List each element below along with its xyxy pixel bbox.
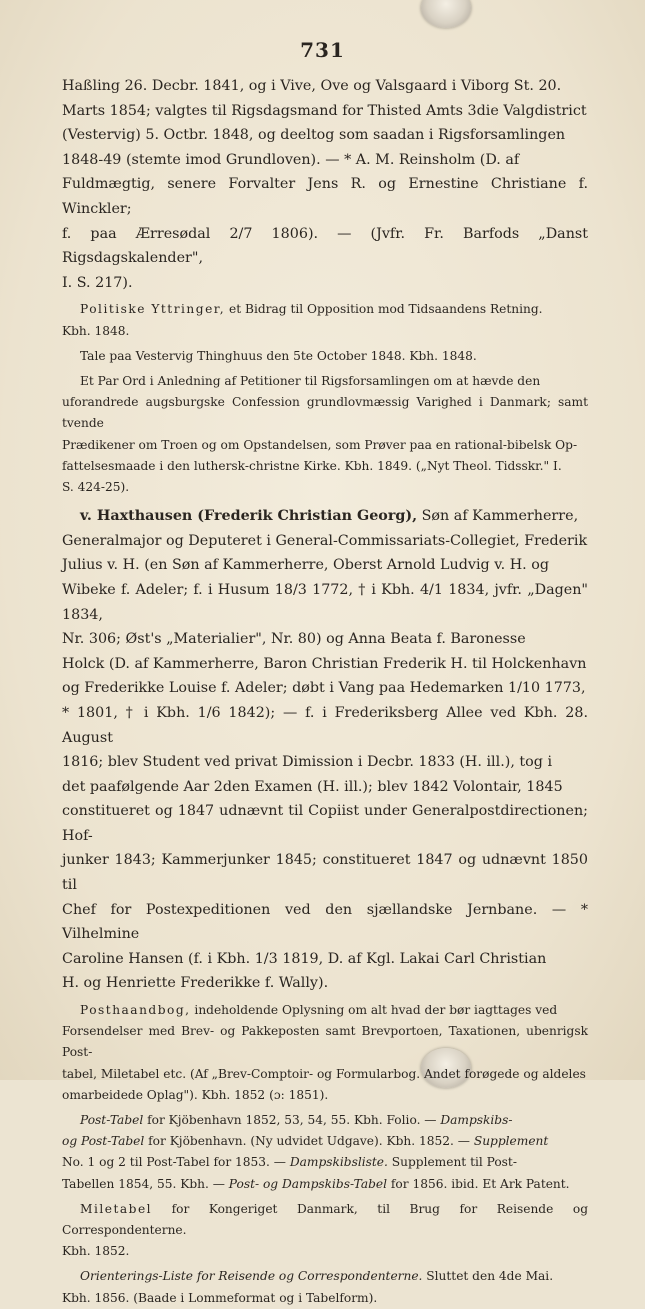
line: Forsendelser med Brev- og Pakkeposten samt Brevportoen, Taxationen, ubenrigsk Post- <box>62 1024 588 1060</box>
work-text: No. 1 og 2 til Post-Tabel for 1853. — <box>62 1155 290 1170</box>
line: Kbh. 1848. <box>62 323 130 338</box>
line: uforandrede augsburgske Confession grundlovmæssig Varighed i Danmark; samt tvende <box>62 395 588 431</box>
line: Generalmajor og Deputeret i General-Commissariats-Collegiet, Frederik <box>62 532 588 549</box>
line: constitueret og 1847 udnævnt til Copiist under Generalpostdirectionen; Hof- <box>62 803 588 844</box>
work-title: Supplement <box>473 1134 549 1149</box>
line: I. S. 217). <box>62 274 133 291</box>
line: Caroline Hansen (f. i Kbh. 1/3 1819, D. af Kgl. Lakai Carl Christian <box>62 950 547 967</box>
line: Søn af Kammerherre, <box>417 508 579 525</box>
line: (Vestervig) 5. Octbr. 1848, og deeltog som saadan i Rigsforsamlingen <box>62 127 566 144</box>
continuation-paragraph <box>62 74 588 295</box>
work-title: Dampskibs- <box>440 1113 513 1128</box>
line: Prædikener om Troen og om Opstandelsen, som Prøver paa en rational-bibelsk Op- <box>62 437 578 452</box>
work-text: Tabellen 1854, 55. Kbh. — <box>62 1176 229 1191</box>
work-title: Orienterings-Liste for Reisende og Correspondenterne. <box>80 1269 423 1284</box>
line: Wibeke f. Adeler; f. i Husum 18/3 1772, † i Kbh. 4/1 1834, jvfr. „Dagen" 1834, <box>62 581 588 623</box>
line: H. og Henriette Frederikke f. Wally). <box>62 975 329 992</box>
line: Marts 1854; valgtes til Rigsdagsmand for Thisted Amts 3die Valgdistrict <box>62 102 587 119</box>
entry-et-par-ord <box>62 371 588 498</box>
page-number: 731 <box>300 38 345 62</box>
line: omarbeidede Oplag"). Kbh. 1852 (ɔ: 1851). <box>62 1087 329 1102</box>
work-text: for 1856. ibid. Et Ark Patent. <box>387 1176 570 1191</box>
work-text: for Kjöbenhavn. (Ny udvidet Udgave). Kbh. 1852. — <box>144 1134 474 1149</box>
work-text: et Bidrag til Opposition mod Tidsaandens Retning. <box>225 302 543 317</box>
work-text: for Kjöbenhavn 1852, 53, 54, 55. Kbh. Folio. — <box>143 1113 441 1128</box>
line: Kbh. 1852. <box>62 1244 130 1259</box>
line: Fuldmægtig, senere Forvalter Jens R. og Ernestine Christiane f. Winckler; <box>62 176 588 217</box>
work-title: Dampskibsliste. <box>289 1155 388 1170</box>
work-title: Politiske Yttringer, <box>80 302 226 317</box>
line: 1848-49 (stemte imod Grundloven). — * A. M. Reinsholm (D. af <box>62 151 520 168</box>
line: indeholdende Oplysning om alt hvad der bør iagttages ved <box>190 1003 558 1018</box>
line: f. paa Ærresødal 2/7 1806). — (Jvfr. Fr. Barfods „Danst Rigsdagskalender", <box>62 225 588 267</box>
line: Nr. 306; Øst's „Materialier", Nr. 80) og Anna Beata f. Baronesse <box>62 631 526 648</box>
work-title: Posthaandbog, <box>80 1003 191 1018</box>
line: S. 424-25). <box>62 479 130 494</box>
line: Julius v. H. (en Søn af Kammerherre, Oberst Arnold Ludvig v. H. og <box>62 557 550 574</box>
person-name: v. Haxthausen (Frederik Christian Georg), <box>80 508 418 525</box>
top-clasp <box>421 0 471 28</box>
line: Chef for Postexpeditionen ved den sjællandske Jernbane. — * Vilhelmine <box>62 901 588 943</box>
work-title: Post-Tabel <box>80 1113 144 1128</box>
line: Kbh. 1856. (Baade i Lommeformat og i Tabelform). <box>62 1290 378 1305</box>
line: for Kongeriget Danmark, til Brug for Reisende og Correspondenterne. <box>62 1201 588 1238</box>
entry-politiske-yttringer <box>62 299 588 341</box>
entry-post-tabel <box>62 1110 588 1195</box>
page-text <box>62 74 588 1309</box>
line: Sluttet den 4de Mai. <box>422 1269 554 1284</box>
line: 1816; blev Student ved privat Dimission i Decbr. 1833 (H. ill.), tog i <box>62 754 553 771</box>
line: fattelsesmaade i den luthersk-christne Kirke. Kbh. 1849. („Nyt Theol. Tidsskr." I. <box>62 458 562 473</box>
line: Holck (D. af Kammerherre, Baron Christian Frederik H. til Holckenhavn <box>62 655 587 672</box>
work-title: og Post-Tabel <box>62 1134 145 1149</box>
work-text: Tale paa Vestervig Thinghuus den 5te October 1848. Kbh. 1848. <box>80 348 477 363</box>
entry-miletabel <box>62 1199 588 1263</box>
line: * 1801, † i Kbh. 1/6 1842); — f. i Frederiksberg Allee ved Kbh. 28. August <box>62 704 588 746</box>
entry-posthaandbog <box>62 1000 588 1106</box>
line: det paafølgende Aar 2den Examen (H. ill.); blev 1842 Volontair, 1845 <box>62 778 563 795</box>
work-title: Miletabel <box>80 1201 153 1216</box>
line: Haßling 26. Decbr. 1841, og i Vive, Ove og Valsgaard i Viborg St. 20. <box>62 78 562 94</box>
line: og Frederikke Louise f. Adeler; døbt i Vang paa Hedemarken 1/10 1773, <box>62 680 586 697</box>
entry-orienterings-liste <box>62 1266 588 1308</box>
entry-tale <box>62 346 588 367</box>
work-text: Supplement til Post- <box>387 1155 517 1170</box>
line: junker 1843; Kammerjunker 1845; constitueret 1847 og udnævnt 1850 til <box>62 852 588 894</box>
line: tabel, Miletabel etc. (Af „Brev-Comptoir- og Formularbog. Andet forøgede og aldeles <box>62 1066 586 1081</box>
work-title: Post- og Dampskibs-Tabel <box>228 1176 388 1191</box>
entry-haxthausen <box>62 504 588 996</box>
line: Et Par Ord i Anledning af Petitioner til Rigsforsamlingen om at hævde den <box>80 373 541 388</box>
